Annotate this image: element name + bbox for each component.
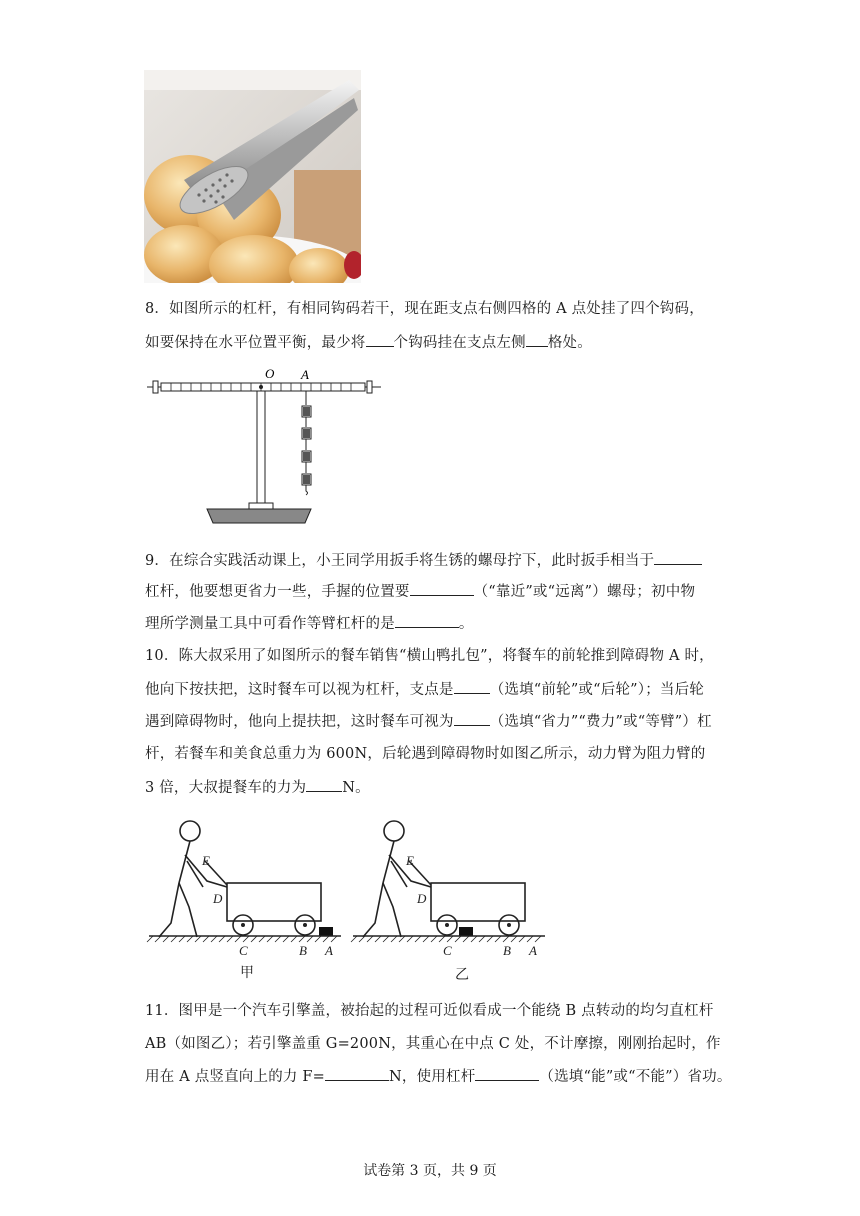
answer-blank[interactable]	[654, 550, 702, 565]
caption-yi: 乙	[455, 967, 469, 983]
q8-line-1: 8．如图所示的杠杆，有相同钩码若干，现在距支点右侧四格的 A 点处挂了四个钩码，	[145, 301, 704, 317]
q9-line-3: 理所学测量工具中可看作等臂杠杆的是 。	[145, 613, 474, 634]
q9-line-2: 杠杆，他要想更省力一些，手握的位置要 （“靠近”或“远离”）螺母；初中物	[145, 581, 695, 602]
q8-line-2: 如要保持在水平位置平衡，最少将 个钩码挂在支点左侧 格处。	[145, 332, 592, 353]
cart-diagram	[145, 815, 555, 965]
label-A-left: A	[325, 943, 333, 958]
q10-line-5: 3 倍，大叔提餐车的力为 N。	[145, 777, 370, 798]
page-footer: 试卷第 3 页，共 9 页	[363, 1163, 497, 1179]
answer-blank[interactable]	[454, 679, 490, 694]
caption-jia: 甲	[240, 965, 254, 981]
answer-blank[interactable]	[526, 332, 548, 347]
q10-line-4: 杆，若餐车和美食总重力为 600N，后轮遇到障碍物时如图乙所示，动力臂为阻力臂的	[145, 746, 706, 762]
q11-line-3: 用在 A 点竖直向上的力 F= N，使用杠杆 （选填“能”或“不能”）省功。	[145, 1066, 732, 1087]
label-C-left: C	[239, 943, 248, 958]
label-O: O	[265, 366, 275, 381]
answer-blank[interactable]	[325, 1066, 389, 1081]
label-B-right: B	[503, 943, 511, 958]
q10-line-2: 他向下按扶把，这时餐车可以视为杠杆，支点是 （选填“前轮”或“后轮”）；当后轮	[145, 679, 704, 700]
q11-line-1: 11．图甲是一个汽车引擎盖，被抬起的过程可近似看成一个能绕 B 点转动的均匀直杠杆	[145, 1003, 714, 1019]
answer-blank[interactable]	[454, 711, 490, 726]
q9-line-1: 9．在综合实践活动课上，小王同学用扳手将生锈的螺母拧下，此时扳手相当于	[145, 550, 702, 571]
label-D-left: D	[213, 891, 223, 906]
answer-blank[interactable]	[475, 1066, 539, 1081]
label-E-right: E	[406, 853, 414, 868]
label-A: A	[301, 367, 309, 382]
lever-diagram	[145, 365, 385, 530]
label-D-right: D	[417, 891, 427, 906]
label-C-right: C	[443, 943, 452, 958]
label-A-right: A	[529, 943, 537, 958]
q10-line-1: 10．陈大叔采用了如图所示的餐车销售“横山鸭扎包”，将餐车的前轮推到障碍物 A 时，	[145, 648, 714, 664]
tongs-bread-photo	[144, 70, 361, 283]
label-B-left: B	[299, 943, 307, 958]
answer-blank[interactable]	[410, 581, 474, 596]
answer-blank[interactable]	[366, 332, 394, 347]
answer-blank[interactable]	[306, 777, 342, 792]
q11-line-2: AB（如图乙）；若引擎盖重 G=200N，其重心在中点 C 处，不计摩擦，刚刚抬起时，作	[145, 1036, 721, 1052]
label-E-left: E	[202, 853, 210, 868]
answer-blank[interactable]	[395, 613, 459, 628]
q10-line-3: 遇到障碍物时，他向上提扶把，这时餐车可视为 （选填“省力”“费力”或“等臂”）杠	[145, 711, 712, 732]
